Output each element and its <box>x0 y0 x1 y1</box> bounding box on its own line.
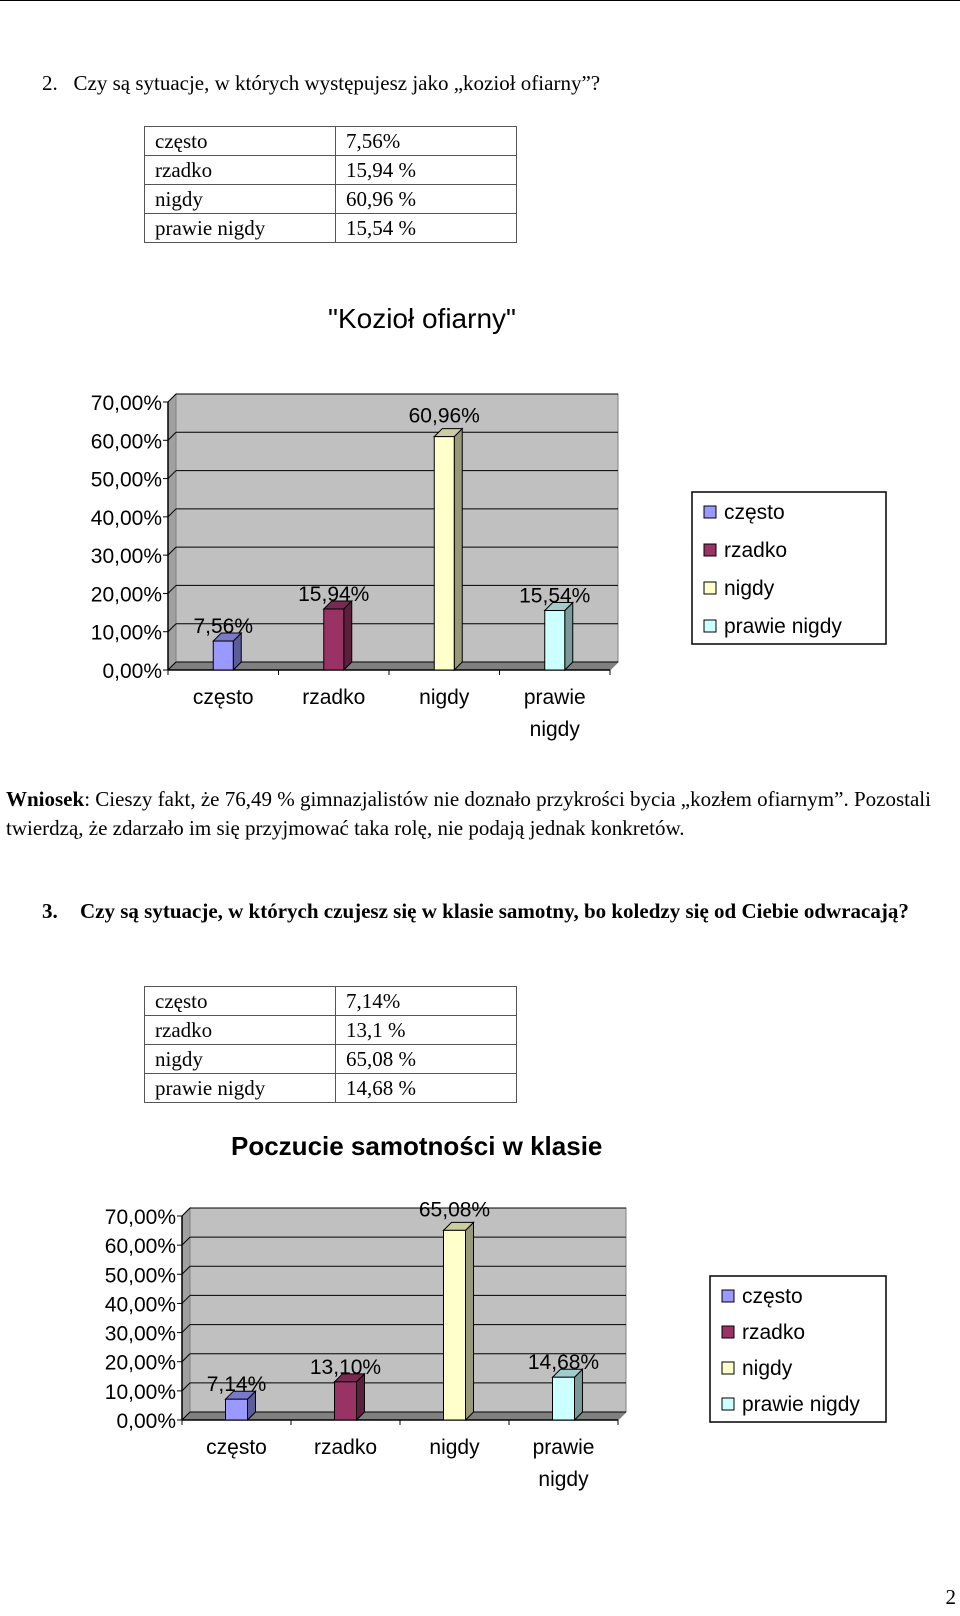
legend-label: nigdy <box>742 1357 793 1380</box>
bar-nigdy <box>444 1230 466 1420</box>
y-tick-label: 60,00% <box>90 430 162 454</box>
data-label: 15,94% <box>298 582 370 606</box>
page-number: 2 <box>945 1585 956 1609</box>
x-tick-label: rzadko <box>302 686 366 709</box>
table-cell-value: 7,56% <box>336 127 517 156</box>
x-tick-label: nigdy <box>429 1436 480 1459</box>
y-tick-label: 40,00% <box>90 506 162 530</box>
table-cell-value: 14,68 % <box>336 1074 517 1103</box>
table-cell-value: 60,96 % <box>336 185 517 214</box>
legend-label: rzadko <box>742 1321 806 1344</box>
legend-label: rzadko <box>724 539 788 562</box>
y-tick-label: 10,00% <box>90 621 162 645</box>
x-tick-label: prawie <box>532 1436 595 1459</box>
legend-label: często <box>724 501 785 524</box>
question-3-text: Czy są sytuacje, w których czujesz się w klasie samotny, bo koledzy się od Ciebie odwracają? <box>80 899 909 923</box>
question-3-number: 3. <box>42 899 58 923</box>
table-cell-value: 7,14% <box>336 987 517 1016</box>
x-tick-label: rzadko <box>313 1436 378 1459</box>
table-cell-label: rzadko <box>145 156 336 185</box>
conclusion-text: : Cieszy fakt, że 76,49 % gimnazjalistów nie doznało przykrości bycia „kozłem ofiarnym”. Pozostali twierdzą, że zdarzało im się przyjmować taka rolę, nie podają jednak konkretów. <box>6 787 931 840</box>
x-tick-label: nigdy <box>529 718 580 741</box>
bar-side-prawie-nigdy <box>575 1369 583 1420</box>
legend-label: prawie nigdy <box>742 1393 860 1416</box>
data-label: 15,54% <box>519 584 591 608</box>
y-tick-label: 60,00% <box>104 1235 176 1259</box>
question-2-number: 2. <box>42 71 58 95</box>
table-cell-label: nigdy <box>145 1045 336 1074</box>
data-label: 14,68% <box>527 1351 600 1375</box>
y-tick-label: 50,00% <box>104 1264 176 1288</box>
y-tick-label: 20,00% <box>104 1351 176 1375</box>
x-tick-label: nigdy <box>538 1468 589 1491</box>
bar-rzadko <box>335 1382 357 1420</box>
table-cell-label: nigdy <box>145 185 336 214</box>
conclusion-label: Wniosek <box>6 787 85 811</box>
question-2-text: Czy są sytuacje, w których występujesz jako „kozioł ofiarny”? <box>73 71 601 95</box>
data-label: 60,96% <box>408 404 480 428</box>
table-cell-value: 15,54 % <box>336 214 517 243</box>
x-tick-label: często <box>206 1436 267 1459</box>
y-tick-label: 40,00% <box>104 1293 176 1317</box>
x-tick-label: nigdy <box>419 686 470 709</box>
y-tick-label: 10,00% <box>104 1380 176 1404</box>
data-label: 13,10% <box>309 1355 382 1379</box>
legend-swatch <box>722 1290 734 1302</box>
y-tick-label: 0,00% <box>102 660 162 683</box>
y-tick-label: 30,00% <box>104 1322 176 1346</box>
bar-side-nigdy <box>466 1222 474 1420</box>
bar-prawie-nigdy <box>553 1377 575 1420</box>
table-cell-label: często <box>145 987 336 1016</box>
y-tick-label: 20,00% <box>90 583 162 607</box>
y-tick-label: 70,00% <box>104 1206 176 1229</box>
bar-często <box>226 1399 248 1420</box>
legend-label: nigdy <box>724 577 775 600</box>
x-tick-label: często <box>192 686 254 709</box>
plot-side-wall <box>182 1208 190 1420</box>
data-label: 65,08% <box>418 1198 491 1222</box>
y-tick-label: 30,00% <box>90 545 162 569</box>
y-tick-label: 70,00% <box>90 392 162 415</box>
table-cell-value: 65,08 % <box>336 1045 517 1074</box>
legend-swatch <box>722 1326 734 1338</box>
data-label: 7,56% <box>193 615 254 639</box>
legend-label: często <box>742 1285 803 1308</box>
table-cell-value: 15,94 % <box>336 156 517 185</box>
table-cell-label: prawie nigdy <box>145 214 336 243</box>
data-label: 7,14% <box>206 1373 267 1397</box>
legend-swatch <box>722 1362 734 1374</box>
y-tick-label: 50,00% <box>90 468 162 492</box>
table-cell-value: 13,1 % <box>336 1016 517 1045</box>
chart-2-title: Poczucie samotności w klasie <box>231 1131 603 1161</box>
chart-1-title: "Kozioł ofiarny" <box>328 303 516 334</box>
legend-swatch <box>722 1398 734 1410</box>
table-cell-label: prawie nigdy <box>145 1074 336 1103</box>
x-tick-label: prawie <box>523 686 586 709</box>
table-cell-label: rzadko <box>145 1016 336 1045</box>
legend-label: prawie nigdy <box>724 615 842 638</box>
y-tick-label: 0,00% <box>116 1410 176 1433</box>
table-cell-label: często <box>145 127 336 156</box>
